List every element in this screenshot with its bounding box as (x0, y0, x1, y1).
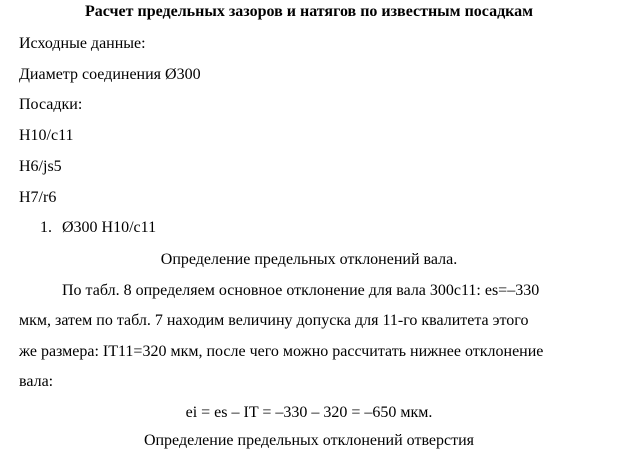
paragraph-line: же размера: IT11=320 мкм, после чего можно рассчитать нижнее отклонение (19, 343, 544, 360)
diameter-text: Диаметр соединения Ø300 (19, 66, 201, 83)
paragraph-line: По табл. 8 определяем основное отклонение для вала 300с11: es=–330 (62, 282, 540, 299)
fit-item: H6/js5 (19, 158, 62, 175)
fits-label: Посадки: (19, 96, 83, 113)
paragraph-line: мкм, затем по табл. 7 находим величину допуска для 11-го квалитета этого (19, 312, 529, 329)
list-item-text: Ø300 H10/c11 (62, 219, 157, 236)
list-item-number: 1. (40, 219, 52, 236)
formula: ei = es – IT = –330 – 320 = –650 мкм. (185, 404, 433, 421)
paragraph-line: вала: (19, 373, 54, 390)
hole-heading: Определение предельных отклонений отверстия (143, 432, 475, 449)
initial-data-label: Исходные данные: (19, 35, 146, 52)
fit-item: H10/c11 (19, 127, 74, 144)
shaft-heading: Определение предельных отклонений вала. (160, 251, 458, 268)
fit-item: H7/r6 (19, 189, 57, 206)
document-title: Расчет предельных зазоров и натягов по известным посадкам (84, 3, 534, 20)
